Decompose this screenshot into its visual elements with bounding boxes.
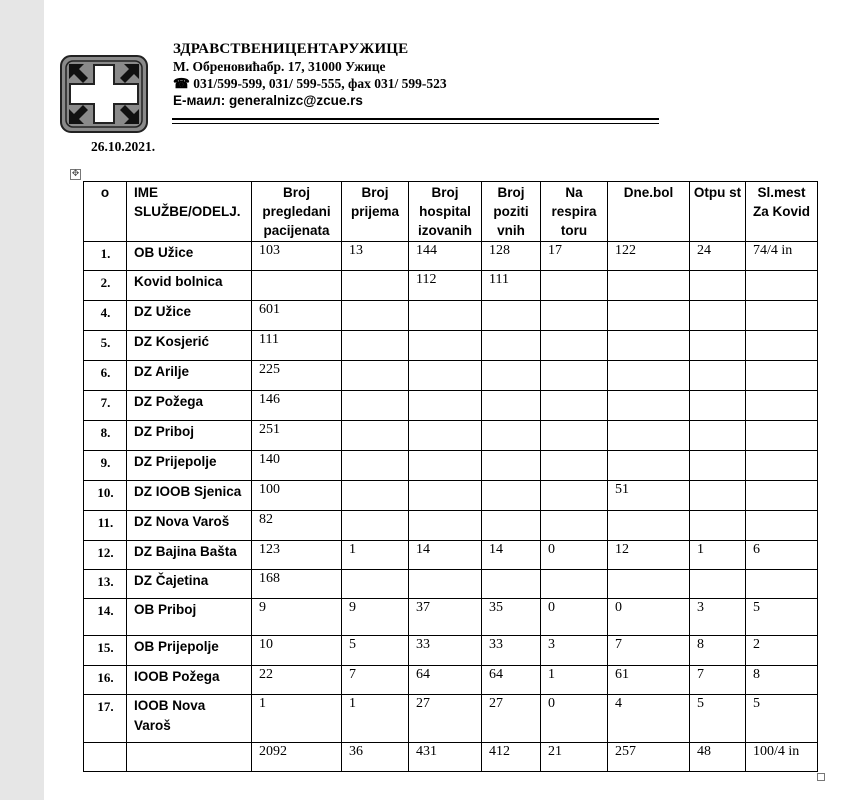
table-cell[interactable]: [482, 570, 541, 599]
table-cell[interactable]: 6: [746, 541, 818, 570]
table-cell[interactable]: [409, 451, 482, 481]
table-move-handle-icon[interactable]: ✥: [71, 169, 80, 179]
table-cell[interactable]: [746, 271, 818, 301]
table-cell[interactable]: [409, 391, 482, 421]
letterhead: [173, 41, 447, 109]
table-cell[interactable]: 64: [409, 666, 482, 695]
table-cell[interactable]: 9: [342, 599, 409, 636]
table-cell[interactable]: [482, 481, 541, 511]
table-cell[interactable]: [342, 331, 409, 361]
table-cell[interactable]: 14: [482, 541, 541, 570]
row-number[interactable]: 7.: [84, 391, 127, 421]
unit-name[interactable]: OB Priboj: [127, 599, 252, 636]
table-cell[interactable]: [746, 511, 818, 541]
table-cell[interactable]: [409, 570, 482, 599]
table-cell[interactable]: [746, 421, 818, 451]
table-cell[interactable]: [746, 451, 818, 481]
table-cell[interactable]: 14: [409, 541, 482, 570]
table-cell[interactable]: [690, 301, 746, 331]
row-number[interactable]: 11.: [84, 511, 127, 541]
unit-name[interactable]: DZ Nova Varoš: [127, 511, 252, 541]
table-cell[interactable]: 112: [409, 271, 482, 301]
table-cell[interactable]: [482, 391, 541, 421]
table-cell[interactable]: [541, 301, 608, 331]
table-cell[interactable]: [690, 271, 746, 301]
table-cell[interactable]: 431: [409, 743, 482, 772]
unit-name[interactable]: IOOB Požega: [127, 666, 252, 695]
table-header-row: [84, 182, 818, 242]
row-number[interactable]: 12.: [84, 541, 127, 570]
table-cell[interactable]: 146: [252, 391, 342, 421]
unit-name[interactable]: DZ Požega: [127, 391, 252, 421]
table-cell[interactable]: [608, 451, 690, 481]
table-cell[interactable]: [409, 301, 482, 331]
table-cell[interactable]: 122: [608, 242, 690, 271]
table-cell[interactable]: [690, 451, 746, 481]
table-cell[interactable]: [541, 570, 608, 599]
table-cell[interactable]: [252, 271, 342, 301]
table-cell[interactable]: 1: [252, 695, 342, 743]
table-cell[interactable]: 24: [690, 242, 746, 271]
table-cell[interactable]: 8: [746, 666, 818, 695]
table-cell[interactable]: 103: [252, 242, 342, 271]
table-cell[interactable]: [608, 361, 690, 391]
table-cell[interactable]: 51: [608, 481, 690, 511]
unit-name[interactable]: DZ Čajetina: [127, 570, 252, 599]
unit-name[interactable]: Kovid bolnica: [127, 271, 252, 301]
table-cell[interactable]: [608, 301, 690, 331]
table-cell[interactable]: [690, 361, 746, 391]
table-cell[interactable]: 5: [690, 695, 746, 743]
table-cell[interactable]: 48: [690, 743, 746, 772]
table-cell[interactable]: [342, 391, 409, 421]
table-cell[interactable]: 7: [608, 636, 690, 666]
header-rule: [172, 118, 659, 120]
table-row: [84, 301, 818, 331]
table-row: [84, 391, 818, 421]
table-cell[interactable]: [342, 570, 409, 599]
table-cell[interactable]: [482, 331, 541, 361]
table-cell[interactable]: [541, 451, 608, 481]
table-cell[interactable]: [746, 331, 818, 361]
column-header: Sl.mest Za Kovid: [746, 182, 818, 242]
table-cell[interactable]: [541, 331, 608, 361]
table-cell[interactable]: [482, 421, 541, 451]
row-number[interactable]: 9.: [84, 451, 127, 481]
row-number[interactable]: 4.: [84, 301, 127, 331]
table-cell[interactable]: [608, 511, 690, 541]
table-row: [84, 599, 818, 636]
document-date: 26.10.2021.: [91, 139, 156, 154]
table-cell[interactable]: [608, 331, 690, 361]
table-cell[interactable]: 12: [608, 541, 690, 570]
table-cell[interactable]: 7: [690, 666, 746, 695]
table-cell[interactable]: 1: [342, 541, 409, 570]
table-cell[interactable]: 64: [482, 666, 541, 695]
table-cell[interactable]: [342, 451, 409, 481]
table-cell[interactable]: 27: [409, 695, 482, 743]
table-cell[interactable]: 33: [409, 636, 482, 666]
unit-name[interactable]: OB Užice: [127, 242, 252, 271]
column-header: Broj poziti vnih: [482, 182, 541, 242]
table-cell[interactable]: [746, 570, 818, 599]
table-cell[interactable]: [409, 481, 482, 511]
table-cell[interactable]: [690, 391, 746, 421]
table-cell[interactable]: 111: [252, 331, 342, 361]
row-number[interactable]: 8.: [84, 421, 127, 451]
table-row: [84, 570, 818, 599]
table-cell[interactable]: [342, 481, 409, 511]
table-cell[interactable]: [746, 391, 818, 421]
unit-name[interactable]: DZ Priboj: [127, 421, 252, 451]
table-row: [84, 271, 818, 301]
table-cell[interactable]: 168: [252, 570, 342, 599]
table-cell[interactable]: 33: [482, 636, 541, 666]
table-cell[interactable]: 128: [482, 242, 541, 271]
table-cell[interactable]: 82: [252, 511, 342, 541]
table-cell[interactable]: 10: [252, 636, 342, 666]
table-cell[interactable]: 36: [342, 743, 409, 772]
unit-name[interactable]: IOOB Nova Varoš: [127, 695, 252, 743]
row-number[interactable]: 14.: [84, 599, 127, 636]
table-row: [84, 361, 818, 391]
column-header: Dne.bol: [608, 182, 690, 242]
table-cell[interactable]: [482, 361, 541, 391]
table-cell[interactable]: [541, 481, 608, 511]
column-header: Otpu st: [690, 182, 746, 242]
table-cell[interactable]: 21: [541, 743, 608, 772]
table-cell[interactable]: 1: [342, 695, 409, 743]
table-cell[interactable]: 22: [252, 666, 342, 695]
table-cell[interactable]: [746, 301, 818, 331]
table-cell[interactable]: [690, 331, 746, 361]
unit-name[interactable]: [127, 743, 252, 772]
column-header: Na respira toru: [541, 182, 608, 242]
table-cell[interactable]: [690, 421, 746, 451]
table-cell[interactable]: 35: [482, 599, 541, 636]
table-cell[interactable]: 27: [482, 695, 541, 743]
report-table: [83, 181, 818, 772]
row-number[interactable]: 17.: [84, 695, 127, 743]
table-cell[interactable]: 5: [342, 636, 409, 666]
table-cell[interactable]: 111: [482, 271, 541, 301]
table-row: [84, 511, 818, 541]
table-cell[interactable]: [342, 421, 409, 451]
table-cell[interactable]: 2: [746, 636, 818, 666]
table-cell[interactable]: [541, 361, 608, 391]
table-cell[interactable]: 0: [541, 541, 608, 570]
table-cell[interactable]: 144: [409, 242, 482, 271]
row-number[interactable]: 5.: [84, 331, 127, 361]
column-header: Broj prijema: [342, 182, 409, 242]
org-address: М. Обреновићабр. 17, 31000 Ужице: [173, 59, 386, 74]
table-cell[interactable]: 74/4 in: [746, 242, 818, 271]
table-cell[interactable]: [342, 301, 409, 331]
table-cell[interactable]: 225: [252, 361, 342, 391]
totals-row: [84, 743, 818, 772]
table-cell[interactable]: [690, 511, 746, 541]
table-resize-handle[interactable]: [817, 773, 825, 781]
unit-name[interactable]: DZ Užice: [127, 301, 252, 331]
unit-name[interactable]: OB Prijepolje: [127, 636, 252, 666]
table-cell[interactable]: 0: [541, 695, 608, 743]
table-cell[interactable]: 17: [541, 242, 608, 271]
table-cell[interactable]: 100/4 in: [746, 743, 818, 772]
medical-cross-logo-icon: [60, 55, 148, 133]
table-cell[interactable]: [409, 331, 482, 361]
table-row: [84, 331, 818, 361]
unit-name[interactable]: DZ Prijepolje: [127, 451, 252, 481]
table-row: [84, 636, 818, 666]
table-cell[interactable]: [746, 361, 818, 391]
table-row: [84, 421, 818, 451]
table-cell[interactable]: [541, 391, 608, 421]
column-header: o: [84, 182, 127, 242]
table-row: [84, 451, 818, 481]
table-cell[interactable]: 251: [252, 421, 342, 451]
table-cell[interactable]: [690, 481, 746, 511]
table-cell[interactable]: 1: [690, 541, 746, 570]
table-row: [84, 541, 818, 570]
row-number[interactable]: 10.: [84, 481, 127, 511]
table-cell[interactable]: [482, 511, 541, 541]
table-cell[interactable]: 123: [252, 541, 342, 570]
table-cell[interactable]: [342, 361, 409, 391]
table-cell[interactable]: 13: [342, 242, 409, 271]
table-cell[interactable]: [409, 421, 482, 451]
table-cell[interactable]: [541, 511, 608, 541]
table-cell[interactable]: 9: [252, 599, 342, 636]
table-cell[interactable]: 61: [608, 666, 690, 695]
table-cell[interactable]: 0: [608, 599, 690, 636]
table-cell[interactable]: 601: [252, 301, 342, 331]
table-cell[interactable]: 7: [342, 666, 409, 695]
table-row: [84, 695, 818, 743]
org-name: ЗДРАВСТВЕНИЦЕНТАРУЖИЦЕ: [173, 41, 409, 57]
column-header: Broj hospital izovanih: [409, 182, 482, 242]
org-email: Е-маил: generalnizc@zcue.rs: [173, 93, 363, 108]
table-cell[interactable]: [541, 421, 608, 451]
table-cell[interactable]: [409, 511, 482, 541]
table-cell[interactable]: 37: [409, 599, 482, 636]
column-header: IME SLUŽBE/ODELJ.: [127, 182, 252, 242]
table-row: [84, 666, 818, 695]
table-cell[interactable]: 8: [690, 636, 746, 666]
table-cell[interactable]: [482, 451, 541, 481]
table-cell[interactable]: [608, 421, 690, 451]
row-number[interactable]: [84, 743, 127, 772]
table-cell[interactable]: [342, 271, 409, 301]
unit-name[interactable]: DZ Arilje: [127, 361, 252, 391]
table-cell[interactable]: [608, 271, 690, 301]
table-cell[interactable]: [746, 481, 818, 511]
table-cell[interactable]: 3: [690, 599, 746, 636]
row-number[interactable]: 13.: [84, 570, 127, 599]
table-cell[interactable]: [608, 570, 690, 599]
org-phone: ☎ 031/599-599, 031/ 599-555, фах 031/ 599-523: [173, 76, 447, 91]
table-cell[interactable]: 412: [482, 743, 541, 772]
table-cell[interactable]: [690, 570, 746, 599]
unit-name[interactable]: DZ Kosjerić: [127, 331, 252, 361]
table-cell[interactable]: [482, 301, 541, 331]
row-number[interactable]: 15.: [84, 636, 127, 666]
row-number[interactable]: 16.: [84, 666, 127, 695]
table-cell[interactable]: [541, 271, 608, 301]
unit-name[interactable]: DZ Bajina Bašta: [127, 541, 252, 570]
row-number[interactable]: 1.: [84, 242, 127, 271]
table-cell[interactable]: [608, 391, 690, 421]
table-cell[interactable]: 5: [746, 695, 818, 743]
row-number[interactable]: 2.: [84, 271, 127, 301]
table-cell[interactable]: 0: [541, 599, 608, 636]
table-cell[interactable]: [409, 361, 482, 391]
table-cell[interactable]: 5: [746, 599, 818, 636]
table-cell[interactable]: 100: [252, 481, 342, 511]
table-cell[interactable]: 257: [608, 743, 690, 772]
table-cell[interactable]: 1: [541, 666, 608, 695]
row-number[interactable]: 6.: [84, 361, 127, 391]
table-cell[interactable]: 140: [252, 451, 342, 481]
table-cell[interactable]: 3: [541, 636, 608, 666]
header-rule-thin: [172, 123, 659, 124]
table-row: [84, 481, 818, 511]
table-cell[interactable]: 4: [608, 695, 690, 743]
column-header: Broj pregledani pacijenata: [252, 182, 342, 242]
unit-name[interactable]: DZ IOOB Sjenica: [127, 481, 252, 511]
table-cell[interactable]: 2092: [252, 743, 342, 772]
table-row: [84, 242, 818, 271]
table-cell[interactable]: [342, 511, 409, 541]
